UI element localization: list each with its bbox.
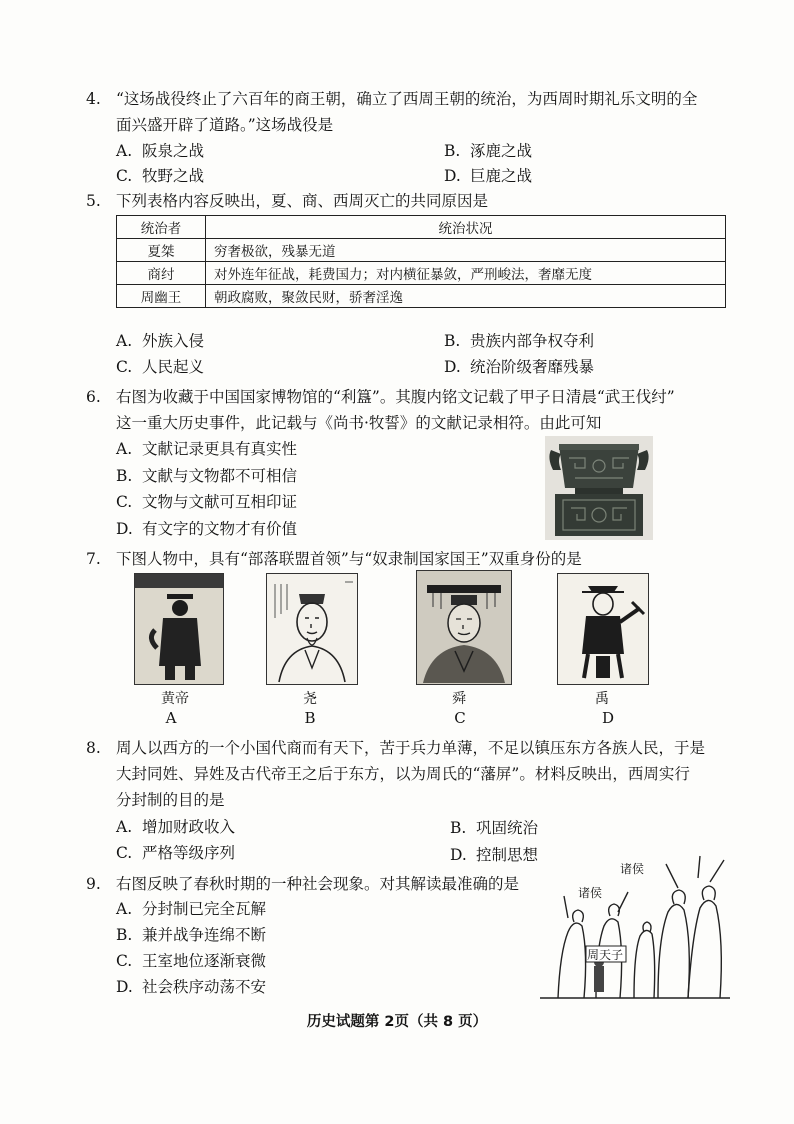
- illustration-label: 诸侯: [620, 862, 645, 876]
- option-b[interactable]: B. 文献与文物都不可相信: [116, 467, 298, 485]
- option-b[interactable]: B. 兼并战争连绵不断: [116, 926, 267, 944]
- question-number: 9.: [86, 875, 101, 893]
- option-d[interactable]: D. 控制思想: [450, 846, 539, 864]
- portrait-shun[interactable]: [416, 570, 512, 685]
- option-a[interactable]: A. 外族入侵: [116, 332, 205, 350]
- portrait-letter: B: [304, 709, 316, 727]
- option-a[interactable]: A. 文献记录更具有真实性: [116, 440, 298, 458]
- option-c[interactable]: C. 严格等级序列: [116, 844, 236, 862]
- option-d[interactable]: D. 有文字的文物才有价值: [116, 520, 298, 538]
- table-cell: 商纣: [117, 262, 206, 285]
- question-4: [86, 86, 736, 138]
- question-stem: 右图为收藏于中国国家博物馆的“利簋”。其腹内铭文记载了甲子日清晨“武王伐纣”: [116, 388, 675, 406]
- option-d[interactable]: D. 社会秩序动荡不安: [116, 978, 267, 996]
- option-a[interactable]: A. 阪泉之战: [116, 142, 205, 160]
- portrait-caption: 舜: [452, 691, 466, 707]
- question-number: 8.: [86, 739, 101, 757]
- table-cell: 朝政腐败，聚敛民财，骄奢淫逸: [206, 285, 726, 308]
- question-5: [86, 188, 736, 214]
- portrait-caption: 尧: [303, 691, 317, 707]
- option-d[interactable]: D. 巨鹿之战: [444, 167, 533, 185]
- table-cell: 夏桀: [117, 239, 206, 262]
- question-number: 6.: [86, 388, 101, 406]
- portrait-letter: D: [601, 709, 615, 727]
- table-header: 统治状况: [206, 216, 726, 239]
- question-number: 7.: [86, 550, 101, 568]
- portrait-huangdi[interactable]: [134, 573, 224, 685]
- table-header-row: [117, 216, 726, 239]
- option-c[interactable]: C. 牧野之战: [116, 167, 205, 185]
- yao-figure-icon: [267, 574, 357, 684]
- question-stem-continued: 面兴盛开辟了道路。”这场战役是: [116, 116, 334, 134]
- question-number: 5.: [86, 192, 101, 210]
- portrait-caption: 禹: [595, 691, 609, 707]
- table-row: [117, 239, 726, 262]
- yu-figure-icon: [558, 574, 648, 684]
- portrait-yu[interactable]: [557, 573, 649, 685]
- question-stem: 右图反映了春秋时期的一种社会现象。对其解读最准确的是: [116, 875, 520, 893]
- option-b[interactable]: B. 贵族内部争权夺利: [444, 332, 595, 350]
- option-d[interactable]: D. 统治阶级奢靡残暴: [444, 358, 595, 376]
- question-stem-continued: 分封制的目的是: [116, 791, 225, 809]
- shun-figure-icon: [417, 571, 511, 684]
- portrait-letter: C: [454, 709, 466, 727]
- question-stem-continued: 大封同姓、异姓及古代帝王之后于东方，以为周氏的“藩屏”。材料反映出，西周实行: [116, 765, 690, 783]
- table-header: 统治者: [117, 216, 206, 239]
- question-stem: 下图人物中，具有“部落联盟首领”与“奴隶制国家国王”双重身份的是: [116, 550, 582, 568]
- illustration-label: 周天子: [587, 948, 624, 962]
- question-stem: “这场战役终止了六百年的商王朝，确立了西周王朝的统治，为西周时期礼乐文明的全: [116, 90, 698, 108]
- table-cell: 穷奢极欲，残暴无道: [206, 239, 726, 262]
- portrait-caption: 黄帝: [161, 691, 189, 707]
- question-stem: 下列表格内容反映出，夏、商、西周灭亡的共同原因是: [116, 192, 489, 210]
- li-gui-bronze-image: [545, 436, 653, 540]
- option-a[interactable]: A. 增加财政收入: [116, 818, 236, 836]
- question-stem-continued: 这一重大历史事件，此记载与《尚书·牧誓》的文献记录相符。由此可知: [116, 414, 602, 432]
- option-c[interactable]: C. 人民起义: [116, 358, 205, 376]
- question-8: [86, 735, 736, 813]
- table-cell: 周幽王: [117, 285, 206, 308]
- table-row: [117, 262, 726, 285]
- huangdi-figure-icon: [135, 574, 223, 684]
- question-6: [86, 384, 736, 436]
- table-row: [117, 285, 726, 308]
- option-c[interactable]: C. 文物与文献可互相印证: [116, 493, 298, 511]
- portrait-letter: A: [165, 709, 177, 727]
- option-b[interactable]: B. 巩固统治: [450, 819, 539, 837]
- option-b[interactable]: B. 涿鹿之战: [444, 142, 533, 160]
- illustration-label: 诸侯: [578, 886, 603, 900]
- portrait-yao[interactable]: [266, 573, 358, 685]
- question-number: 4.: [86, 90, 101, 108]
- option-c[interactable]: C. 王室地位逐渐衰微: [116, 952, 267, 970]
- table-cell: 对外连年征战，耗费国力；对内横征暴敛，严刑峻法，奢靡无度: [206, 262, 726, 285]
- option-a[interactable]: A. 分封制已完全瓦解: [116, 900, 267, 918]
- question-stem: 周人以西方的一个小国代商而有天下，苦于兵力单薄，不足以镇压东方各族人民，于是: [116, 739, 706, 757]
- page-footer: 历史试题第 2页（共 8 页）: [306, 1014, 488, 1030]
- rulers-table: [116, 215, 726, 308]
- question-7: [86, 546, 736, 572]
